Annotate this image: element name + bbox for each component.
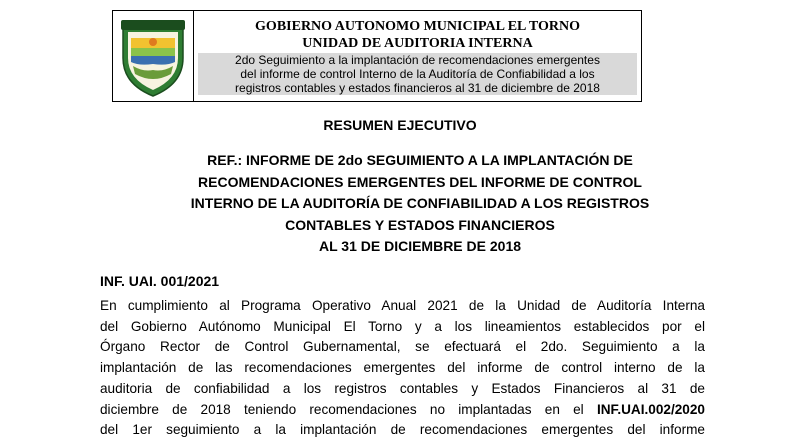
- ref-line1: REF.: INFORME DE 2do SEGUIMIENTO A LA IMPLANTACIÓN DE: [207, 152, 633, 168]
- ref-line5: AL 31 DE DICIEMBRE DE 2018: [318, 238, 522, 254]
- header-text: [194, 11, 641, 101]
- body-paragraph: [100, 296, 705, 441]
- header-title-line2: UNIDAD DE AUDITORIA INTERNA: [302, 35, 533, 51]
- body-line5: auditoria de confiabilidad a los registros contables y Estados Financieros al 31 de: [100, 380, 705, 396]
- body-line6: [100, 400, 705, 421]
- reference-block: [140, 150, 700, 258]
- header-subtitle-line1: 2do Seguimiento a la implantación de recomendaciones emergentes: [235, 52, 600, 67]
- municipal-shield-logo: [117, 14, 189, 98]
- body-line1: En cumplimiento al Programa Operativo Anual 2021 de la Unidad de Auditoría Interna: [100, 298, 705, 313]
- body-line6-text: diciembre de 2018 teniendo recomendaciones no implantadas en el: [100, 401, 597, 417]
- header-subtitle-line2: del informe de control Interno de la Auditoría de Confiabilidad a los: [240, 66, 595, 81]
- header-title-line1: GOBIERNO AUTONOMO MUNICIPAL EL TORNO: [255, 18, 580, 34]
- document-header: [112, 10, 642, 102]
- ref-line4: CONTABLES Y ESTADOS FINANCIEROS: [285, 216, 555, 233]
- header-subtitle-band: [198, 53, 637, 95]
- previous-report-reference: INF.UAI.002/2020: [596, 401, 705, 417]
- logo-cell: [113, 11, 194, 101]
- report-number: INF. UAI. 001/2021: [100, 273, 220, 289]
- body-line3: Órgano Rector de Control Gubernamental, se efectuará el 2do. Seguimiento a la: [100, 339, 705, 355]
- body-line7: del 1er seguimiento a la implantación de recomendaciones emergentes del informe: [100, 422, 705, 438]
- body-line4: implantación de las recomendaciones emergentes del informe de control interno de la: [100, 360, 705, 376]
- body-line2: del Gobierno Autónomo Municipal El Torno y a los lineamientos establecidos por el: [100, 318, 705, 334]
- ref-line2: RECOMENDACIONES EMERGENTES DEL INFORME DE CONTROL: [198, 173, 642, 190]
- resumen-ejecutivo-heading: RESUMEN EJECUTIVO: [323, 117, 477, 133]
- header-subtitle-line3: registros contables y estados financieros al 31 de diciembre de 2018: [235, 80, 600, 95]
- ref-line3: INTERNO DE LA AUDITORÍA DE CONFIABILIDAD A LOS REGISTROS: [190, 195, 650, 211]
